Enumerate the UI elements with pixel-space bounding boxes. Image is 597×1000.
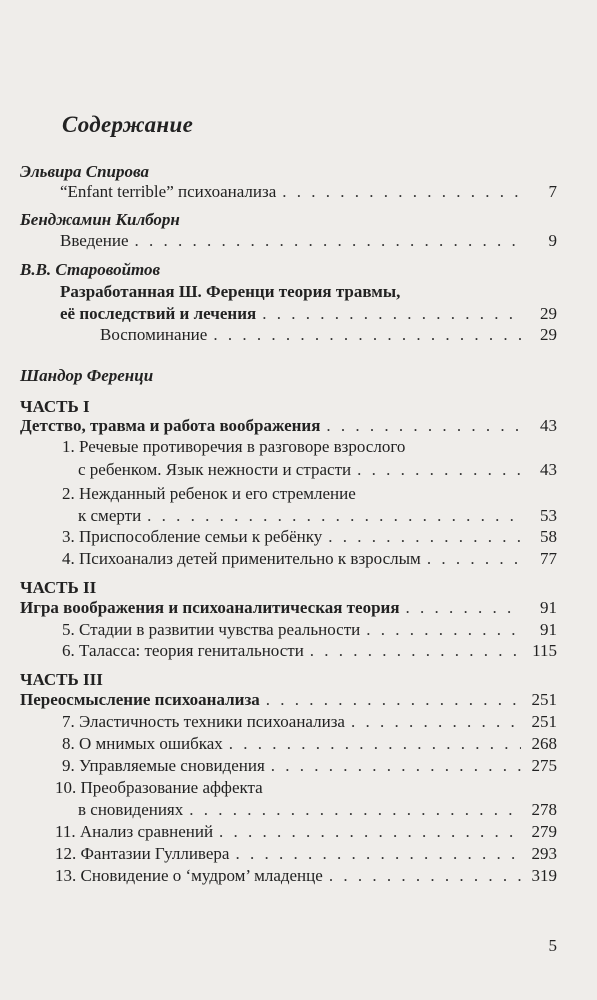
entry-title-line1: 2. Нежданный ребенок и его стремление	[62, 484, 356, 503]
entry-page: 58	[540, 527, 557, 546]
toc-entry-5[interactable]	[62, 620, 557, 640]
toc-entry-6[interactable]	[62, 641, 557, 661]
leader-dots	[262, 304, 521, 324]
entry-title-line1: Разработанная Ш. Ференци теория травмы,	[60, 282, 401, 301]
toc-part-1-heading[interactable]	[20, 416, 557, 436]
entry-page: 319	[531, 866, 557, 885]
leader-dots	[271, 756, 521, 776]
entry-title: 7. Эластичность техники психоанализа	[62, 712, 345, 731]
toc-entry-trauma-theory[interactable]	[60, 304, 557, 324]
entry-title: “Enfant terrible” психоанализа	[60, 182, 277, 201]
entry-page: 268	[531, 734, 557, 753]
entry-title-line1: 10. Преобразование аффекта	[55, 778, 263, 797]
entry-page: 275	[531, 756, 557, 775]
part-1-label: ЧАСТЬ I	[20, 397, 90, 416]
entry-page: 43	[540, 460, 557, 479]
entry-page: 9	[548, 231, 557, 250]
toc-entry-9[interactable]	[62, 756, 557, 776]
leader-dots	[357, 460, 521, 480]
toc-entry-12[interactable]	[55, 844, 557, 864]
toc-entry-memory[interactable]	[100, 325, 557, 345]
author-spirova: Эльвира Спирова	[20, 162, 149, 181]
toc-entry-introduction[interactable]	[60, 231, 557, 251]
entry-page: 251	[531, 690, 557, 709]
leader-dots	[329, 866, 521, 886]
entry-title-line2: в сновидениях	[78, 800, 184, 819]
entry-page: 7	[548, 182, 557, 201]
toc-entry-10[interactable]	[78, 800, 557, 820]
entry-page: 77	[540, 549, 557, 568]
entry-title: Воспоминание	[100, 325, 208, 344]
entry-title: 9. Управляемые сновидения	[62, 756, 265, 775]
entry-page: 43	[540, 416, 557, 435]
leader-dots	[326, 416, 521, 436]
entry-page: 29	[540, 304, 557, 323]
leader-dots	[147, 506, 521, 526]
entry-title: Детство, травма и работа воображения	[20, 416, 321, 435]
author-kilborn: Бенджамин Килборн	[20, 210, 180, 229]
toc-entry-1[interactable]	[78, 460, 557, 480]
leader-dots	[213, 325, 521, 345]
entry-page: 278	[531, 800, 557, 819]
page-number: 5	[548, 936, 557, 955]
toc-part-3-heading[interactable]	[20, 690, 557, 710]
entry-title: Переосмысление психоанализа	[20, 690, 260, 709]
entry-title: Введение	[60, 231, 129, 250]
entry-title: 4. Психоанализ детей применительно к взрослым	[62, 549, 421, 568]
entry-title-line1: 1. Речевые противоречия в разговоре взрослого	[62, 437, 406, 456]
toc-entry-3[interactable]	[62, 527, 557, 547]
leader-dots	[135, 231, 521, 251]
entry-title-line2: к смерти	[78, 506, 142, 525]
leader-dots	[219, 822, 521, 842]
leader-dots	[406, 598, 521, 618]
leader-dots	[328, 527, 521, 547]
leader-dots	[282, 182, 521, 202]
toc-entry-8[interactable]	[62, 734, 557, 754]
leader-dots	[189, 800, 521, 820]
entry-title: 11. Анализ сравнений	[55, 822, 214, 841]
entry-page: 53	[540, 506, 557, 525]
entry-page: 91	[540, 598, 557, 617]
entry-title: 5. Стадии в развитии чувства реальности	[62, 620, 361, 639]
toc-entry-4[interactable]	[62, 549, 557, 569]
entry-title: 13. Сновидение о ‘мудром’ младенце	[55, 866, 323, 885]
leader-dots	[235, 844, 521, 864]
entry-page: 91	[540, 620, 557, 639]
entry-page: 29	[540, 325, 557, 344]
entry-page: 279	[531, 822, 557, 841]
toc-entry-2[interactable]	[78, 506, 557, 526]
entry-title-line2: с ребенком. Язык нежности и страсти	[78, 460, 352, 479]
leader-dots	[229, 734, 521, 754]
entry-page: 115	[532, 641, 557, 660]
toc-entry-7[interactable]	[62, 712, 557, 732]
author-starovoitov: В.В. Старовойтов	[20, 260, 161, 279]
entry-title: Игра воображения и психоаналитическая теория	[20, 598, 400, 617]
part-3-label: ЧАСТЬ III	[20, 670, 103, 689]
leader-dots	[427, 549, 521, 569]
leader-dots	[366, 620, 521, 640]
toc-entry-13[interactable]	[55, 866, 557, 886]
entry-title-line2: её последствий и лечения	[60, 304, 257, 323]
author-ferenczi: Шандор Ференци	[20, 366, 154, 385]
part-2-label: ЧАСТЬ II	[20, 578, 97, 597]
entry-title: 6. Таласса: теория генитальности	[62, 641, 304, 660]
toc-part-2-heading[interactable]	[20, 598, 557, 618]
entry-page: 293	[531, 844, 557, 863]
toc-entry-11[interactable]	[55, 822, 557, 842]
page-title: Содержание	[62, 112, 194, 137]
leader-dots	[266, 690, 521, 710]
leader-dots	[351, 712, 521, 732]
leader-dots	[310, 641, 521, 661]
entry-title: 3. Приспособление семьи к ребёнку	[62, 527, 323, 546]
entry-page: 251	[531, 712, 557, 731]
entry-title: 8. О мнимых ошибках	[62, 734, 223, 753]
toc-entry-enfant-terrible[interactable]	[60, 182, 557, 202]
entry-title: 12. Фантазии Гулливера	[55, 844, 230, 863]
